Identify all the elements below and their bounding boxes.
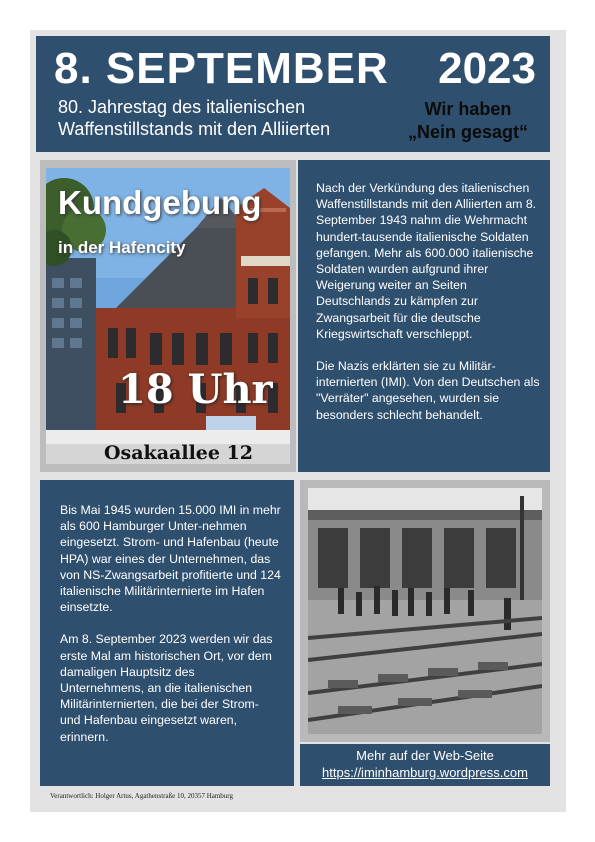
rally-title: Kundgebung [58, 184, 262, 221]
hamburg-paragraph-1: Bis Mai 1945 wurden 15.000 IMI in mehr als 600 Hamburger Unter-nehmen eingesetzt. Strom- und Hafenbau (heute HPA) war eines der Unternehmen, das von NS-Zwangsarbeit profitierte und 124 italienische Militärinternierte im Hafen einsetzte. [60, 503, 281, 615]
web-link-panel [300, 744, 550, 786]
history-paragraph-2: Die Nazis erklärten sie zu Militär-internierten (IMI). Von den Deutschen als "Verräter" angesehen, wurden sie besonders schlecht behandelt. [316, 359, 540, 422]
hamburg-text-panel [40, 480, 294, 786]
subtitle-line-2: Waffenstillstands mit den Alliierten [58, 119, 331, 139]
hamburg-text [60, 502, 282, 761]
event-date: 8. SEPTEMBER [54, 44, 389, 93]
rally-address: Osakaallee 12 [104, 442, 254, 464]
slogan [388, 98, 548, 144]
rally-location: in der Hafencity [58, 238, 186, 257]
rally-time: 18 Uhr [118, 366, 273, 413]
header-subtitle [58, 96, 388, 140]
web-link[interactable]: https://iminhamburg.wordpress.com [322, 765, 528, 780]
header-banner [36, 36, 550, 152]
slogan-line-2: „Nein gesagt“ [407, 122, 529, 142]
historic-photo [300, 480, 550, 742]
history-paragraph-1: Nach der Verkündung des italienischen Waffenstillstands mit den Alliierten am 8. September 1943 nahm die Wehrmacht hundert-tausende italienische Soldaten gefangen. Mehr als 600.000 italienische Soldaten wurden aufgrund ihrer Weigerung weiter an Seiten Deutschlands zu kämpfen zur Zwangsarbeit für die deutsche Kriegswirtschaft verschleppt. [316, 181, 537, 341]
history-text [316, 180, 542, 439]
slogan-line-1: Wir haben [424, 99, 512, 119]
imprint: Verantwortlich: Holger Artus, Agathenstraße 10, 20357 Hamburg [50, 792, 234, 800]
subtitle-line-1: 80. Jahrestag des italienischen [58, 97, 306, 117]
event-year: 2023 [438, 44, 536, 93]
forced-labor-rail-image [308, 488, 542, 734]
rally-photo [40, 160, 296, 472]
web-label: Mehr auf der Web-Seite [356, 748, 494, 763]
history-text-panel [298, 160, 550, 472]
hamburg-paragraph-2: Am 8. September 2023 werden wir das erste Mal am historischen Ort, vor dem damaligen Hauptsitz des Unternehmens, an die italienischen Militärinternierten, die bei der Strom- und Hafenbau eingesetzt waren, erinnern. [60, 632, 273, 744]
